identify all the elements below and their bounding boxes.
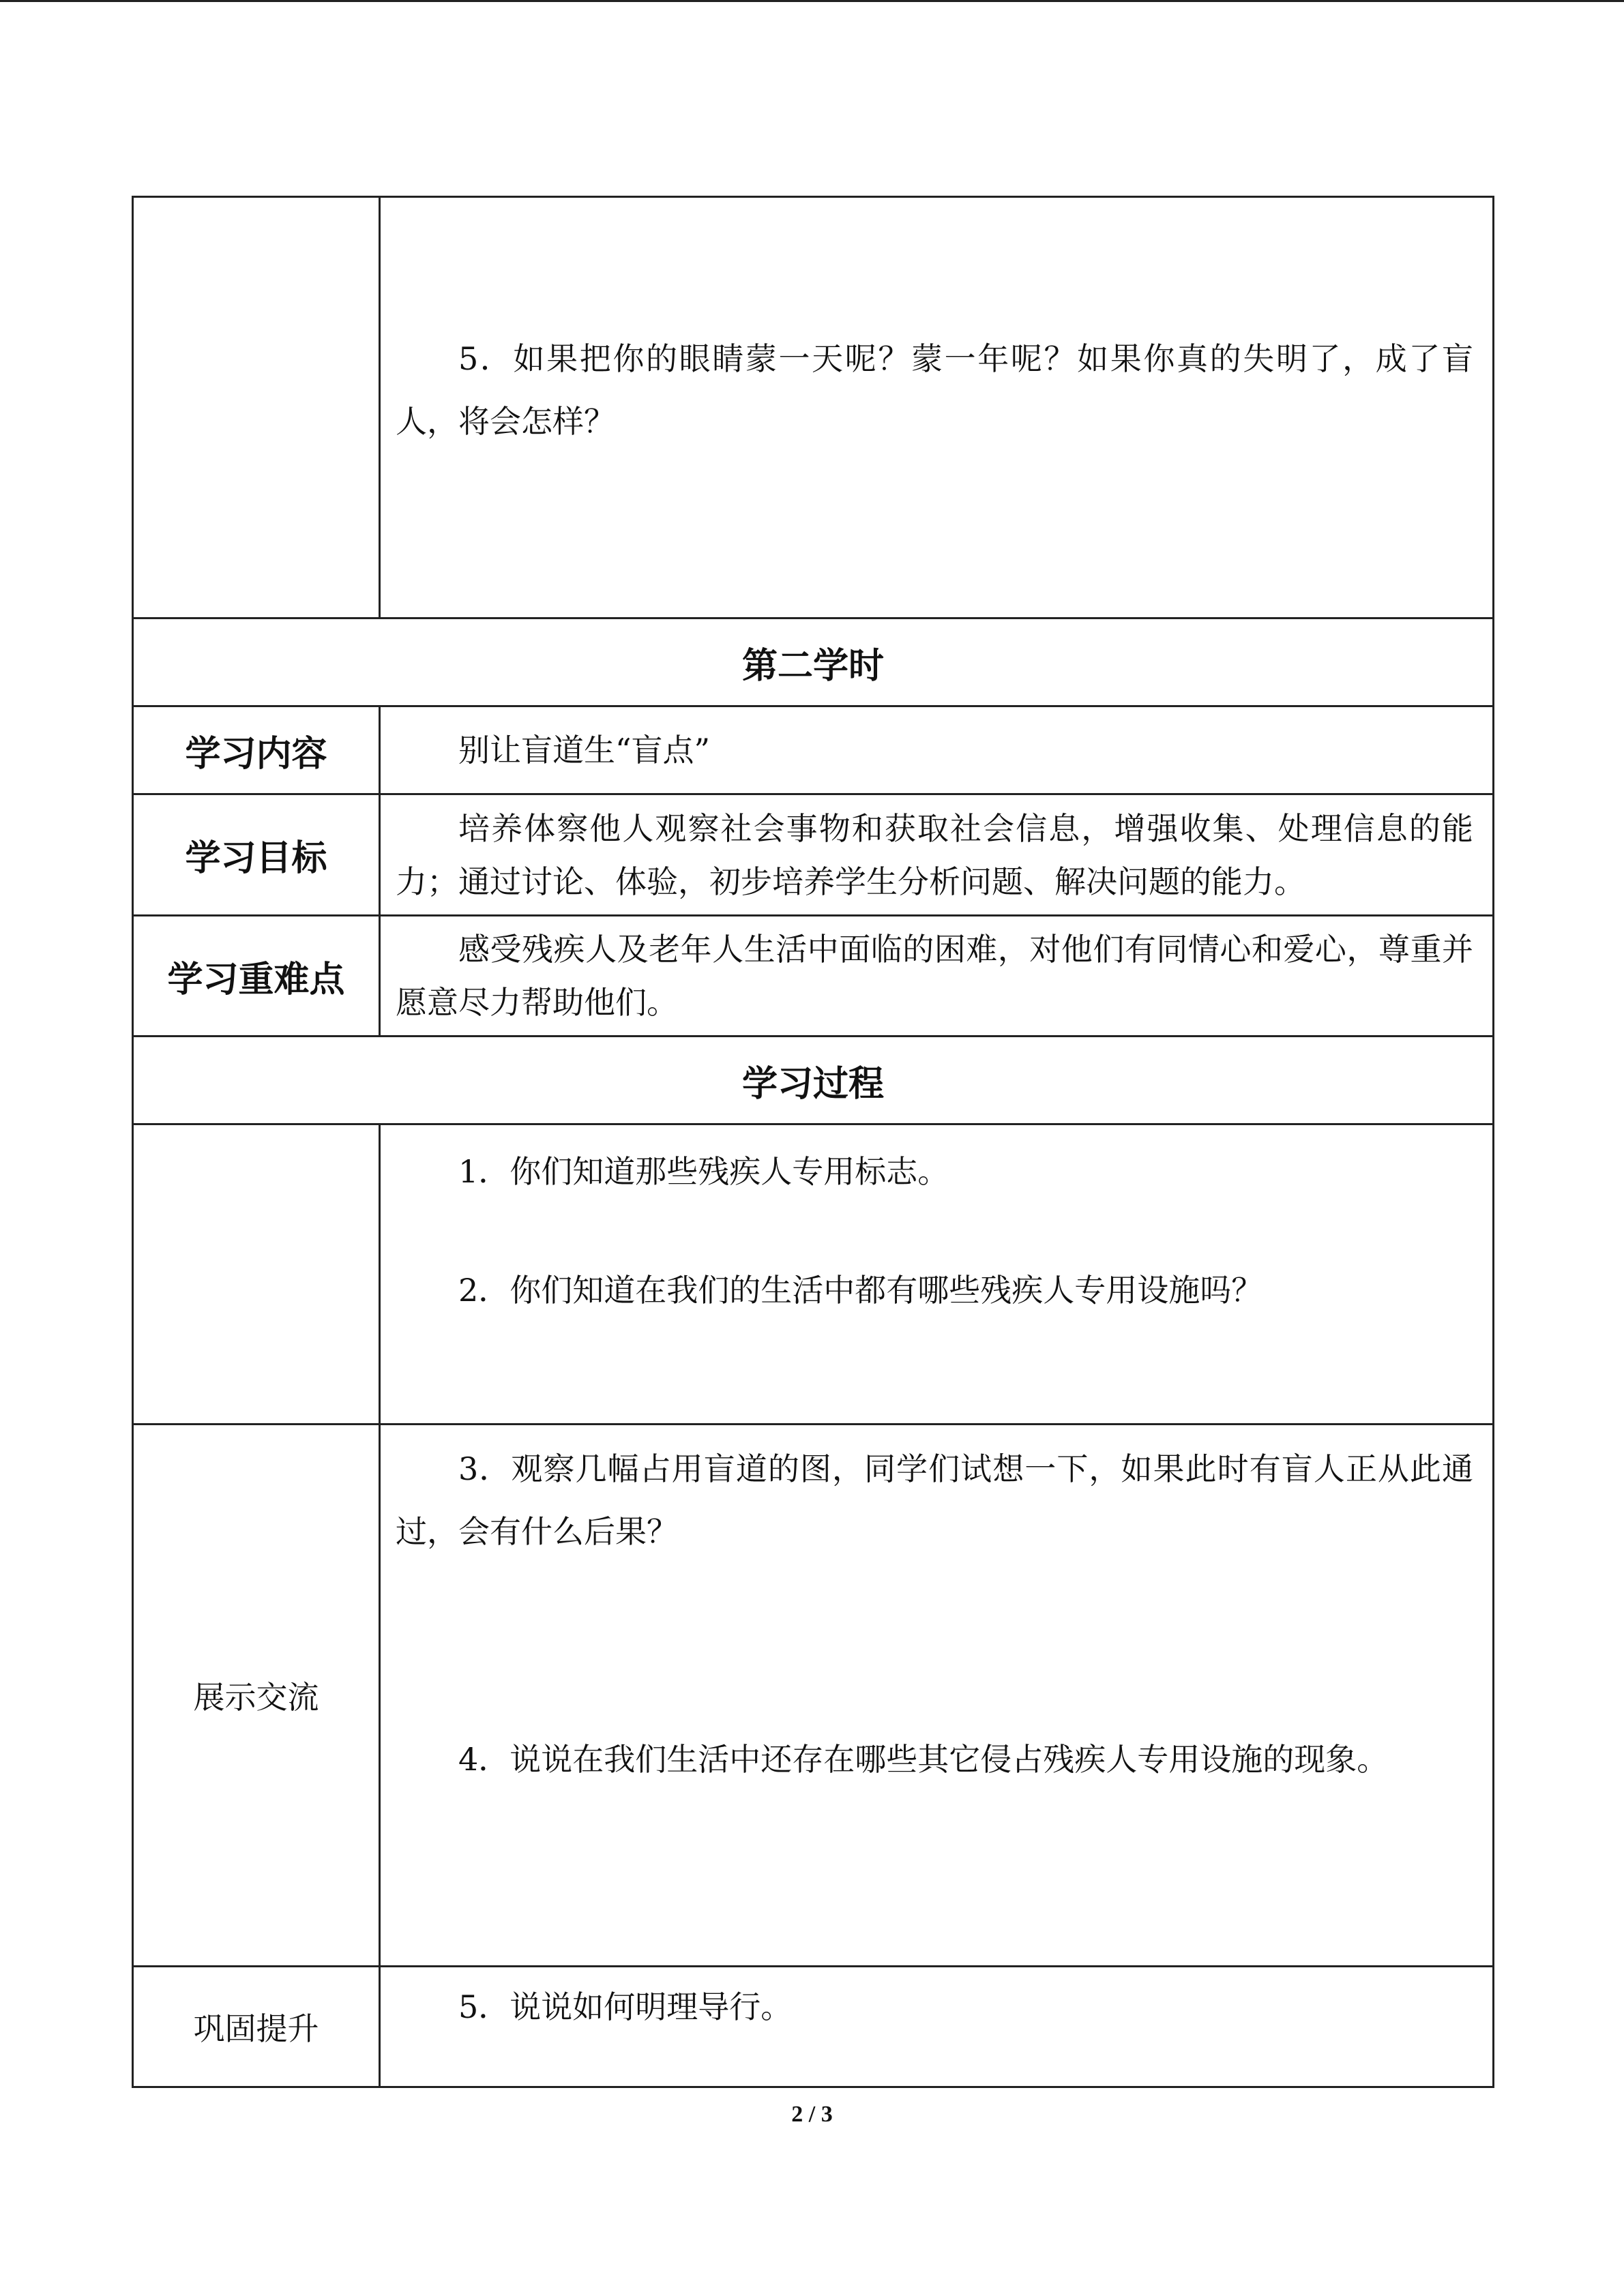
table-row bbox=[133, 1425, 1494, 1967]
question-4-text: 4．说说在我们生活中还存在哪些其它侵占残疾人专用设施的现象。 bbox=[458, 1741, 1389, 1778]
key-points-value: 感受残疾人及老年人生活中面临的困难，对他们有同情心和爱心，尊重并愿意尽力帮助他们。 bbox=[396, 931, 1473, 1021]
learning-content-label: 学习内容 bbox=[133, 706, 380, 794]
empty-label-cell bbox=[133, 197, 380, 618]
table-row bbox=[133, 1124, 1494, 1425]
table-row bbox=[133, 794, 1494, 916]
table-row bbox=[133, 197, 1494, 618]
page-top-border bbox=[0, 0, 1624, 2]
content-cell bbox=[380, 1967, 1494, 2087]
section-title-learning-process: 学习过程 bbox=[133, 1037, 1494, 1124]
table-row bbox=[133, 1967, 1494, 2087]
content-cell bbox=[380, 916, 1494, 1037]
content-cell bbox=[380, 1124, 1494, 1425]
empty-label-cell bbox=[133, 1124, 380, 1425]
content-cell bbox=[380, 794, 1494, 916]
learning-content-value: 别让盲道生“盲点” bbox=[458, 732, 711, 769]
question-5-blind-text: 5．如果把你的眼睛蒙一天呢？蒙一年呢？如果你真的失明了，成了盲人，将会怎样？ bbox=[396, 340, 1473, 440]
table-row bbox=[133, 916, 1494, 1037]
page-number: 2 / 3 bbox=[791, 2102, 833, 2127]
question-2-text: 2．你们知道在我们的生活中都有哪些残疾人专用设施吗？ bbox=[458, 1272, 1263, 1309]
table-row bbox=[133, 618, 1494, 706]
learning-goal-label: 学习目标 bbox=[133, 794, 380, 916]
table-row bbox=[133, 1037, 1494, 1124]
section-title-second-period: 第二学时 bbox=[133, 618, 1494, 706]
content-cell bbox=[380, 197, 1494, 618]
consolidate-label: 巩固提升 bbox=[133, 1967, 380, 2087]
learning-goal-value: 培养体察他人观察社会事物和获取社会信息，增强收集、处理信息的能力；通过讨论、体验，初步培养学生分析问题、解决问题的能力。 bbox=[396, 809, 1473, 900]
question-3-text: 3．观察几幅占用盲道的图，同学们试想一下，如果此时有盲人正从此通过，会有什么后果？ bbox=[396, 1450, 1473, 1550]
key-points-label: 学习重难点 bbox=[133, 916, 380, 1037]
content-cell bbox=[380, 706, 1494, 794]
show-exchange-label: 展示交流 bbox=[133, 1425, 380, 1967]
question-5-explain-text: 5．说说如何明理导行。 bbox=[458, 1988, 793, 2025]
question-1-text: 1．你们知道那些残疾人专用标志。 bbox=[458, 1153, 949, 1190]
content-cell bbox=[380, 1425, 1494, 1967]
table-row bbox=[133, 706, 1494, 794]
lesson-plan-table bbox=[132, 196, 1494, 2088]
